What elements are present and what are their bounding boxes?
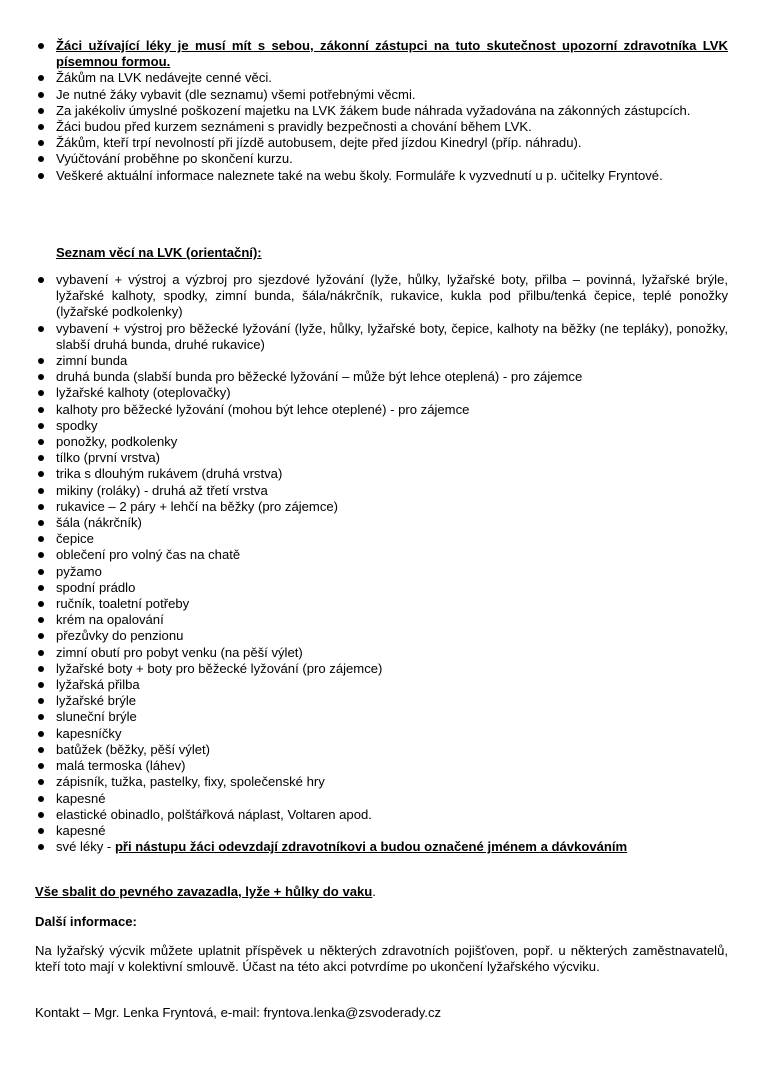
packing-item: trika s dlouhým rukávem (druhá vrstva) xyxy=(35,466,728,482)
packing-item: lyžařské boty + boty pro běžecké lyžování (pro zájemce) xyxy=(35,661,728,677)
rule-item: Žákům, kteří trpí nevolností při jízdě autobusem, dejte před jízdou Kinedryl (příp. náhradu). xyxy=(35,135,728,151)
packing-item: elastické obinadlo, polštářková náplast, Voltaren apod. xyxy=(35,807,728,823)
packing-item: šála (nákrčník) xyxy=(35,515,728,531)
rules-list xyxy=(35,38,728,184)
rule-item: Za jakékoliv úmyslné poškození majetku na LVK žákem bude náhrada vyžadována na zákonných zástupcích. xyxy=(35,103,728,119)
packing-item: oblečení pro volný čas na chatě xyxy=(35,547,728,563)
packing-item: kapesné xyxy=(35,823,728,839)
packing-item: kalhoty pro běžecké lyžování (mohou být lehce oteplené) - pro zájemce xyxy=(35,402,728,418)
packing-item: krém na opalování xyxy=(35,612,728,628)
packing-item: zimní bunda xyxy=(35,353,728,369)
packing-instruction xyxy=(35,884,376,900)
packing-item: spodky xyxy=(35,418,728,434)
packing-item: kapesné xyxy=(35,791,728,807)
packing-item: mikiny (roláky) - druhá až třetí vrstva xyxy=(35,483,728,499)
packing-instruction-period: . xyxy=(372,884,376,899)
packing-item: vybavení + výstroj pro běžecké lyžování (lyže, hůlky, lyžařské boty, čepice, kalhoty na běžky (ne tepláky), ponožky, slabší druhá bunda, druhé rukavice) xyxy=(35,321,728,353)
packing-item: ručník, toaletní potřeby xyxy=(35,596,728,612)
packing-item: sluneční brýle xyxy=(35,709,728,725)
packing-item: ponožky, podkolenky xyxy=(35,434,728,450)
contact-line: Kontakt – Mgr. Lenka Fryntová, e-mail: fryntova.lenka@zsvoderady.cz xyxy=(35,1005,442,1020)
more-info-heading: Další informace: xyxy=(35,914,137,929)
packing-item: malá termoska (láhev) xyxy=(35,758,728,774)
packing-item: lyžařské brýle xyxy=(35,693,728,709)
packing-item: pyžamo xyxy=(35,564,728,580)
packing-item: batůžek (běžky, pěší výlet) xyxy=(35,742,728,758)
packing-item: zápisník, tužka, pastelky, fixy, společenské hry xyxy=(35,774,728,790)
packing-list-heading: Seznam věcí na LVK (orientační): xyxy=(56,245,262,260)
rule-item: Je nutné žáky vybavit (dle seznamu) všemi potřebnými věcmi. xyxy=(35,87,728,103)
packing-list xyxy=(35,272,728,855)
rule-item: Vyúčtování proběhne po skončení kurzu. xyxy=(35,151,728,167)
packing-instruction-text: Vše sbalit do pevného zavazadla, lyže + hůlky do vaku xyxy=(35,884,373,899)
packing-item: vybavení + výstroj a výzbroj pro sjezdové lyžování (lyže, hůlky, lyžařské boty, přilba – povinná, lyžařské brýle, lyžařské kalhoty, spodky, zimní bunda, šála/nákrčník, rukavice, kukla pod přilbu/tenká čepice, teplé ponožky (lyžařské podkolenky) xyxy=(35,272,728,321)
packing-item: druhá bunda (slabší bunda pro běžecké lyžování – může být lehce oteplená) - pro zájemce xyxy=(35,369,728,385)
packing-item: rukavice – 2 páry + lehčí na běžky (pro zájemce) xyxy=(35,499,728,515)
packing-item: čepice xyxy=(35,531,728,547)
more-info-text: Na lyžařský výcvik můžete uplatnit příspěvek u některých zdravotních pojišťoven, popř. u některých zaměstnavatelů, kteří toto mají v kolektivní smlouvě. Účast na této akci potvrdíme po ukončení lyžařského výcviku. xyxy=(35,943,728,975)
packing-item: kapesníčky xyxy=(35,726,728,742)
packing-item: lyžařské kalhoty (oteplovačky) xyxy=(35,385,728,401)
packing-item-medication xyxy=(35,839,728,855)
packing-item: tílko (první vrstva) xyxy=(35,450,728,466)
medication-note: při nástupu žáci odevzdají zdravotníkovi a budou označené jménem a dávkováním xyxy=(114,839,628,855)
medication-label: své léky - xyxy=(56,839,115,855)
rule-item: Žáci budou před kurzem seznámeni s pravidly bezpečnosti a chování během LVK. xyxy=(35,119,728,135)
packing-item: zimní obutí pro pobyt venku (na pěší výlet) xyxy=(35,645,728,661)
rule-item: Žákům na LVK nedávejte cenné věci. xyxy=(35,70,728,86)
packing-item: přezůvky do penzionu xyxy=(35,628,728,644)
rule-item: Veškeré aktuální informace naleznete také na webu školy. Formuláře k vyzvednutí u p. učitelky Fryntové. xyxy=(35,168,728,184)
rule-item: Žáci užívající léky je musí mít s sebou, zákonní zástupci na tuto skutečnost upozorní zdravotníka LVK písemnou formou. xyxy=(35,38,728,70)
packing-item: lyžařská přilba xyxy=(35,677,728,693)
packing-item: spodní prádlo xyxy=(35,580,728,596)
